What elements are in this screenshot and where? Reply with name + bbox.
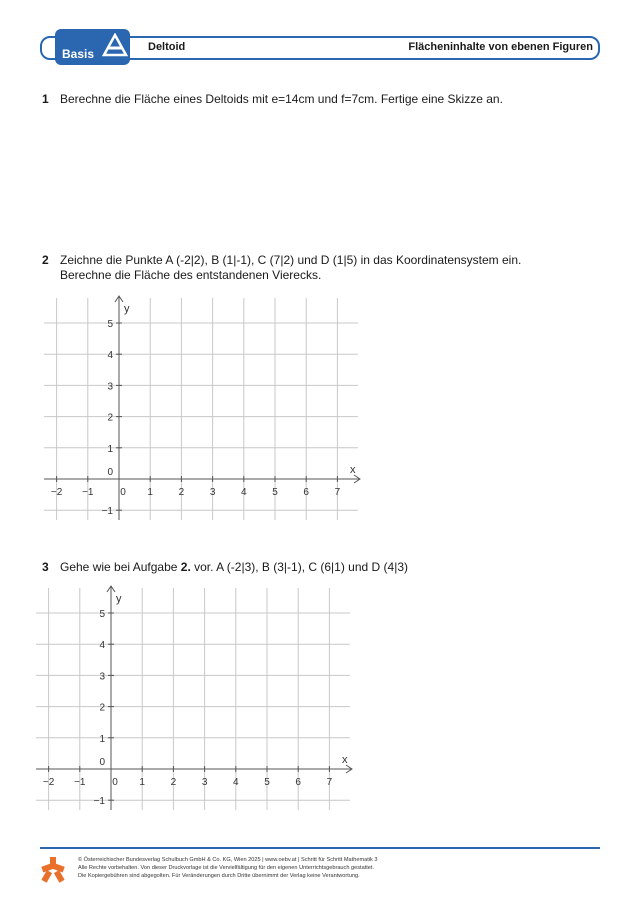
x-tick-label: 2 <box>178 487 185 498</box>
y-tick-label: 3 <box>107 381 113 393</box>
coordinate-grid-2 <box>30 582 360 814</box>
x-tick-label: −1 <box>74 777 86 788</box>
x-tick-label: 1 <box>147 487 153 498</box>
y-axis-label: y <box>124 303 130 315</box>
level-badge-label: Basis <box>62 47 95 61</box>
x-tick-label: 4 <box>233 777 239 788</box>
task-text: Gehe wie bei Aufgabe 2. vor. A (-2|3), B (3|-1), C (6|1) und D (4|3) <box>60 560 408 574</box>
x-tick-label: 6 <box>303 487 309 498</box>
x-tick-label: 3 <box>201 777 208 788</box>
y-tick-label: 2 <box>99 702 105 714</box>
y-tick-label: 0 <box>99 757 105 768</box>
task-text-line-2: Berechne die Fläche des entstandenen Vierecks. <box>60 268 322 282</box>
x-tick-label: 6 <box>295 777 301 788</box>
x-axis-label: x <box>342 754 348 766</box>
y-tick-label: −1 <box>93 796 105 808</box>
y-tick-label: 2 <box>107 412 113 424</box>
chapter-title: Flächeninhalte von ebenen Figuren <box>408 41 593 53</box>
topic-title: Deltoid <box>148 41 186 53</box>
x-tick-label: −2 <box>42 777 55 788</box>
x-tick-label: 5 <box>272 487 278 498</box>
footer-divider <box>40 847 600 849</box>
x-tick-label: 0 <box>112 777 118 788</box>
y-tick-label: −1 <box>101 506 113 518</box>
coordinate-grid-1 <box>38 292 368 524</box>
y-tick-label: 5 <box>99 609 105 620</box>
x-tick-label: 7 <box>334 487 341 498</box>
footer-copyright: © Österreichischer Bundesverlag Schulbuch GmbH & Co. KG, Wien 2025 | www.oebv.at | Schritt für Schritt Mathematik 3 Alle Rechte vorbehalten. Von dieser Druckvorlage ist die Vervielfältigung für den eigenen Unterrichtsgebrauch gestattet. Die Kopiergebühren sind abgegolten. Für Veränderungen durch Dritte übernimmt der Verlag keine Verantwortung. <box>78 857 378 879</box>
x-tick-label: 7 <box>326 777 333 788</box>
task-number: 1 <box>42 92 49 106</box>
y-axis-label: y <box>116 593 122 605</box>
y-tick-label: 4 <box>99 640 105 652</box>
x-tick-label: −1 <box>82 487 94 498</box>
y-tick-label: 0 <box>107 467 113 478</box>
x-tick-label: 5 <box>264 777 270 788</box>
y-tick-label: 1 <box>107 443 113 455</box>
task-number: 3 <box>42 560 49 574</box>
task-number: 2 <box>42 253 49 267</box>
x-tick-label: 4 <box>241 487 247 498</box>
triangle-logo-icon <box>102 33 128 61</box>
task-text: Berechne die Fläche eines Deltoids mit e=14cm und f=7cm. Fertige eine Skizze an. <box>60 92 503 106</box>
x-tick-label: −2 <box>50 487 63 498</box>
x-tick-label: 3 <box>209 487 216 498</box>
publisher-logo-icon <box>40 855 66 885</box>
y-tick-label: 5 <box>107 319 113 330</box>
task-reference: 2. <box>180 560 191 574</box>
task-text-line-1: Zeichne die Punkte A (-2|2), B (1|-1), C (7|2) und D (1|5) in das Koordinatensystem ein. <box>60 253 522 267</box>
y-tick-label: 4 <box>107 350 113 362</box>
x-axis-label: x <box>350 464 356 476</box>
x-tick-label: 2 <box>170 777 177 788</box>
x-tick-label: 0 <box>120 487 126 498</box>
y-tick-label: 3 <box>99 671 105 683</box>
x-tick-label: 1 <box>139 777 145 788</box>
y-tick-label: 1 <box>99 733 105 745</box>
